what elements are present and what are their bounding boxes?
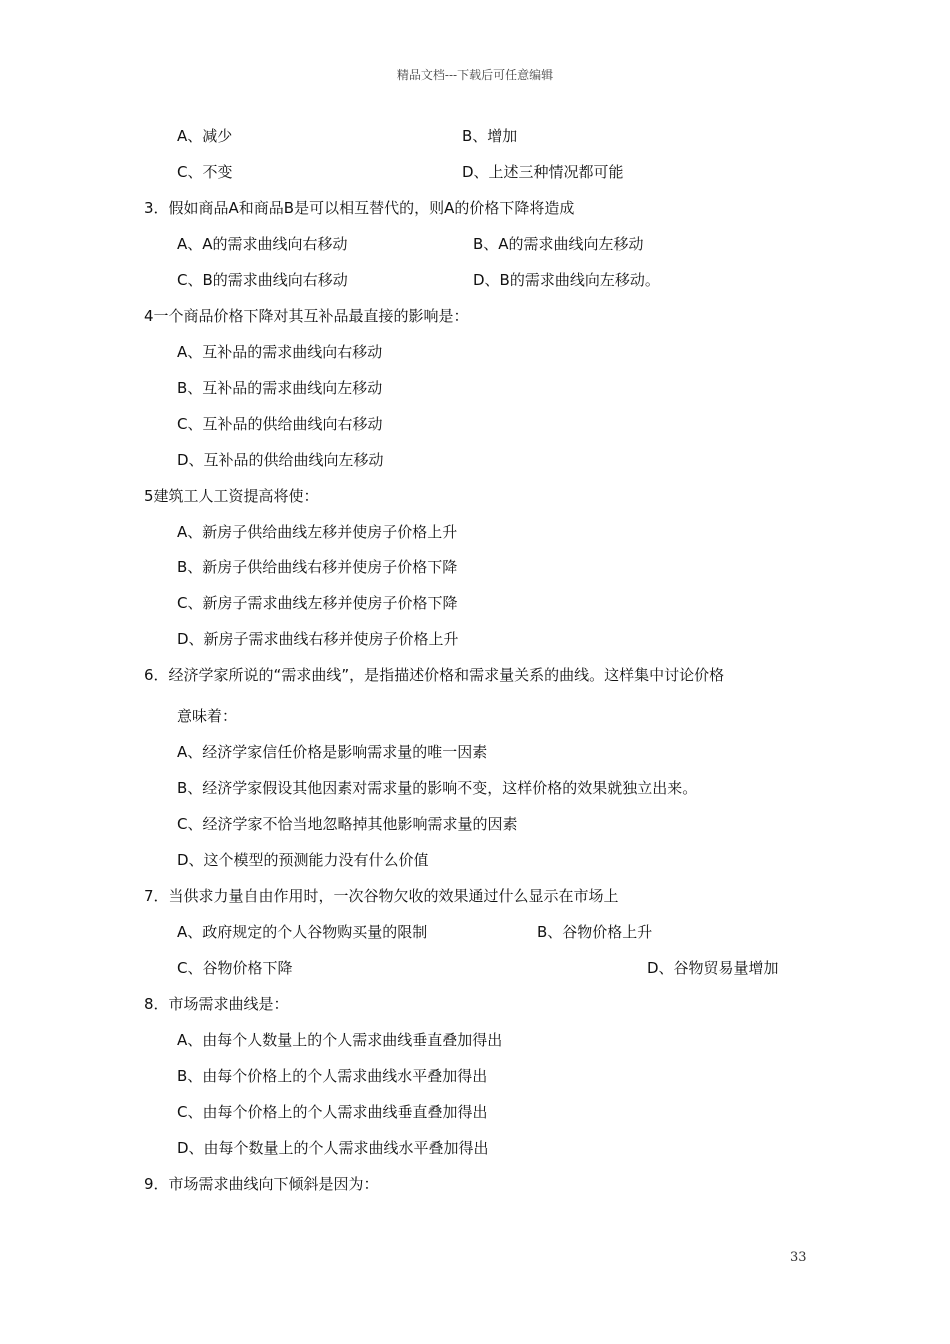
q6-option-c: C、经济学家不恰当地忽略掉其他影响需求量的因素: [177, 815, 518, 833]
page-number: 33: [790, 1250, 807, 1265]
q7-option-a: A、政府规定的个人谷物购买量的限制: [177, 923, 428, 941]
q5-option-c: C、新房子需求曲线左移并使房子价格下降: [177, 594, 458, 612]
q6-option-a: A、经济学家信任价格是影响需求量的唯一因素: [177, 743, 488, 761]
q3-option-d: D、B的需求曲线向左移动。: [473, 271, 660, 289]
q8-option-b: B、由每个价格上的个人需求曲线水平叠加得出: [177, 1067, 488, 1085]
q3-option-a: A、A的需求曲线向右移动: [177, 235, 348, 253]
q7-option-d: D、谷物贸易量增加: [647, 959, 779, 977]
q2-option-c: C、不变: [177, 163, 233, 181]
question-7: 7．当供求力量自由作用时，一次谷物欠收的效果通过什么显示在市场上: [144, 887, 619, 905]
q6-option-b: B、经济学家假设其他因素对需求量的影响不变，这样价格的效果就独立出来。: [177, 779, 698, 797]
q7-option-c: C、谷物价格下降: [177, 959, 293, 977]
q6-option-d: D、这个模型的预测能力没有什么价值: [177, 851, 429, 869]
q8-option-d: D、由每个数量上的个人需求曲线水平叠加得出: [177, 1139, 489, 1157]
question-4: 4一个商品价格下降对其互补品最直接的影响是：: [144, 307, 469, 325]
q7-option-b: B、谷物价格上升: [537, 923, 653, 941]
q2-option-b: B、增加: [462, 127, 518, 145]
question-6: 6．经济学家所说的“需求曲线”，是指描述价格和需求量关系的曲线。这样集中讨论价格: [144, 666, 725, 684]
q2-option-d: D、上述三种情况都可能: [462, 163, 624, 181]
q4-option-d: D、互补品的供给曲线向左移动: [177, 451, 384, 469]
question-9: 9．市场需求曲线向下倾斜是因为：: [144, 1175, 379, 1193]
page-header: 精品文档---下载后可任意编辑: [396, 68, 554, 82]
question-3: 3．假如商品A和商品B是可以相互替代的，则A的价格下降将造成: [144, 199, 575, 217]
q5-option-b: B、新房子供给曲线右移并使房子价格下降: [177, 558, 458, 576]
q4-option-c: C、互补品的供给曲线向右移动: [177, 415, 383, 433]
q8-option-c: C、由每个价格上的个人需求曲线垂直叠加得出: [177, 1103, 488, 1121]
question-5: 5建筑工人工资提高将使：: [144, 487, 319, 505]
question-8: 8．市场需求曲线是：: [144, 995, 289, 1013]
question-6-continued: 意味着：: [177, 707, 238, 725]
q4-option-a: A、互补品的需求曲线向右移动: [177, 343, 383, 361]
q5-option-a: A、新房子供给曲线左移并使房子价格上升: [177, 523, 458, 541]
q8-option-a: A、由每个人数量上的个人需求曲线垂直叠加得出: [177, 1031, 503, 1049]
q5-option-d: D、新房子需求曲线右移并使房子价格上升: [177, 630, 459, 648]
q3-option-b: B、A的需求曲线向左移动: [473, 235, 644, 253]
q3-option-c: C、B的需求曲线向右移动: [177, 271, 348, 289]
q2-option-a: A、减少: [177, 127, 233, 145]
q4-option-b: B、互补品的需求曲线向左移动: [177, 379, 383, 397]
